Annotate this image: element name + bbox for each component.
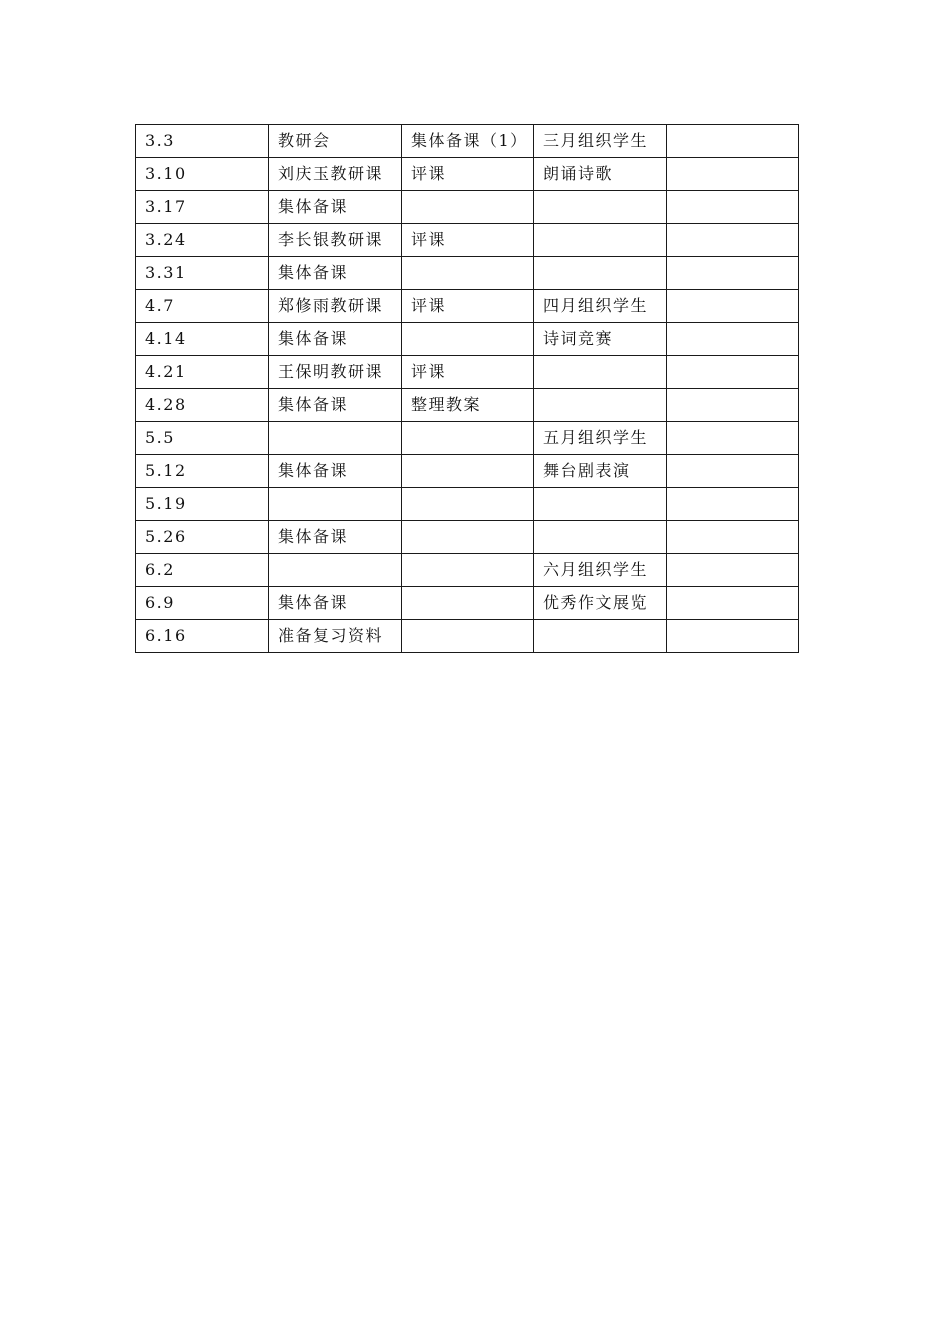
followup-cell	[402, 191, 534, 224]
date-cell: 6.2	[136, 554, 269, 587]
table-row	[136, 158, 799, 191]
followup-cell	[402, 521, 534, 554]
activity-cell: 集体备课	[269, 191, 402, 224]
table-row	[136, 620, 799, 653]
activity-cell	[269, 422, 402, 455]
notes-cell	[667, 125, 799, 158]
followup-cell	[402, 488, 534, 521]
student-activity-cell: 三月组织学生	[534, 125, 667, 158]
notes-cell	[667, 323, 799, 356]
table-row	[136, 488, 799, 521]
student-activity-cell	[534, 488, 667, 521]
followup-cell	[402, 554, 534, 587]
activity-cell: 集体备课	[269, 389, 402, 422]
activity-cell: 集体备课	[269, 323, 402, 356]
date-cell: 4.14	[136, 323, 269, 356]
notes-cell	[667, 488, 799, 521]
notes-cell	[667, 191, 799, 224]
activity-cell: 集体备课	[269, 521, 402, 554]
notes-cell	[667, 257, 799, 290]
student-activity-cell: 四月组织学生	[534, 290, 667, 323]
notes-cell	[667, 158, 799, 191]
activity-cell: 刘庆玉教研课	[269, 158, 402, 191]
notes-cell	[667, 356, 799, 389]
activity-cell: 集体备课	[269, 257, 402, 290]
activity-cell: 教研会	[269, 125, 402, 158]
followup-cell	[402, 620, 534, 653]
notes-cell	[667, 389, 799, 422]
activity-cell	[269, 554, 402, 587]
table-row	[136, 224, 799, 257]
table-row	[136, 290, 799, 323]
student-activity-cell: 朗诵诗歌	[534, 158, 667, 191]
followup-cell	[402, 455, 534, 488]
followup-cell	[402, 257, 534, 290]
table-row	[136, 521, 799, 554]
date-cell: 3.3	[136, 125, 269, 158]
table-row	[136, 455, 799, 488]
followup-cell: 评课	[402, 224, 534, 257]
date-cell: 5.12	[136, 455, 269, 488]
student-activity-cell: 六月组织学生	[534, 554, 667, 587]
followup-cell: 整理教案	[402, 389, 534, 422]
activity-cell: 准备复习资料	[269, 620, 402, 653]
schedule-table	[135, 124, 799, 653]
followup-cell: 评课	[402, 290, 534, 323]
student-activity-cell: 诗词竞赛	[534, 323, 667, 356]
student-activity-cell: 五月组织学生	[534, 422, 667, 455]
followup-cell: 评课	[402, 158, 534, 191]
table-row	[136, 356, 799, 389]
followup-cell	[402, 422, 534, 455]
table-row	[136, 257, 799, 290]
activity-cell: 集体备课	[269, 455, 402, 488]
date-cell: 3.24	[136, 224, 269, 257]
activity-cell: 集体备课	[269, 587, 402, 620]
date-cell: 3.31	[136, 257, 269, 290]
activity-cell	[269, 488, 402, 521]
student-activity-cell	[534, 521, 667, 554]
activity-cell: 李长银教研课	[269, 224, 402, 257]
followup-cell	[402, 587, 534, 620]
student-activity-cell	[534, 356, 667, 389]
date-cell: 4.28	[136, 389, 269, 422]
student-activity-cell	[534, 224, 667, 257]
date-cell: 5.5	[136, 422, 269, 455]
date-cell: 3.10	[136, 158, 269, 191]
notes-cell	[667, 521, 799, 554]
date-cell: 3.17	[136, 191, 269, 224]
date-cell: 6.16	[136, 620, 269, 653]
date-cell: 5.19	[136, 488, 269, 521]
student-activity-cell	[534, 620, 667, 653]
followup-cell	[402, 323, 534, 356]
student-activity-cell	[534, 191, 667, 224]
followup-cell: 集体备课（1）	[402, 125, 534, 158]
table-row	[136, 125, 799, 158]
notes-cell	[667, 554, 799, 587]
notes-cell	[667, 455, 799, 488]
schedule-table-body	[136, 125, 799, 653]
student-activity-cell: 舞台剧表演	[534, 455, 667, 488]
notes-cell	[667, 620, 799, 653]
notes-cell	[667, 290, 799, 323]
activity-cell: 郑修雨教研课	[269, 290, 402, 323]
activity-cell: 王保明教研课	[269, 356, 402, 389]
table-row	[136, 422, 799, 455]
date-cell: 6.9	[136, 587, 269, 620]
notes-cell	[667, 224, 799, 257]
student-activity-cell	[534, 389, 667, 422]
table-row	[136, 191, 799, 224]
date-cell: 5.26	[136, 521, 269, 554]
student-activity-cell: 优秀作文展览	[534, 587, 667, 620]
table-row	[136, 323, 799, 356]
date-cell: 4.21	[136, 356, 269, 389]
notes-cell	[667, 587, 799, 620]
student-activity-cell	[534, 257, 667, 290]
table-row	[136, 587, 799, 620]
notes-cell	[667, 422, 799, 455]
table-row	[136, 389, 799, 422]
table-row	[136, 554, 799, 587]
date-cell: 4.7	[136, 290, 269, 323]
followup-cell: 评课	[402, 356, 534, 389]
